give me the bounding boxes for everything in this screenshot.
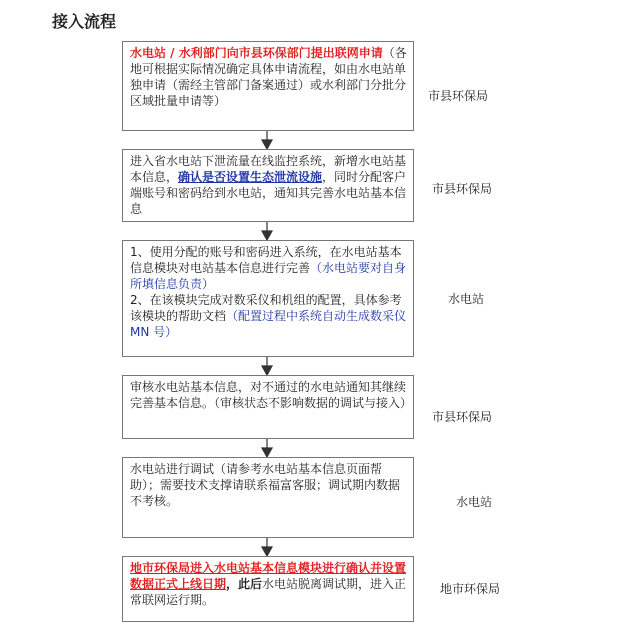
arrow-head-3 (262, 366, 272, 375)
step-5-owner: 水电站 (456, 495, 493, 509)
step-4-owner: 市县环保局 (432, 410, 493, 424)
step-1-box (122, 41, 414, 131)
step-3-line1: 1、使用分配的账号和密码进入系统，在水电站基本信息模块对电站基本信息进行完善 (130, 245, 402, 275)
step-3-owner: 水电站 (448, 292, 485, 306)
step-2-box (122, 149, 414, 222)
arrow-head-2 (262, 231, 272, 240)
step-1-owner: 市县环保局 (428, 89, 489, 103)
step-2-text-a: 进入省水电站下泄流量在线监控系统，新增水电站基本信息， (130, 154, 407, 184)
step-3-line1-note: （水电站要对自身所填信息负责） (130, 261, 407, 291)
arrow-head-4 (262, 448, 272, 457)
step-6-owner: 地市环保局 (440, 582, 501, 596)
step-4-box (122, 375, 414, 439)
step-3-line2-note: （配置过程中系统自动生成数采仪 MN 号） (130, 309, 407, 339)
arrow-head-1 (262, 140, 272, 149)
step-2-text-b: ，同时分配客户端账号和密码给到水电站，通知其完善水电站基本信息 (130, 170, 407, 216)
step-1-text: （各地可根据实际情况确定具体申请流程，如由水电站单独申请（需经主管部门备案通过）或水利部门分批分区域批量申请等） (130, 46, 407, 108)
arrow-head-5 (262, 547, 272, 556)
step-1-highlight: 水电站 / 水利部门向市县环保部门提出联网申请 (130, 46, 383, 60)
step-3-box (122, 240, 414, 357)
step-2-link: 确认是否设置生态泄流设施 (178, 170, 323, 184)
step-5-box (122, 457, 414, 538)
step-6-highlight: 地市环保局进入水电站基本信息模块进行确认并设置数据正式上线日期 (130, 561, 407, 591)
step-5-text: 水电站进行调试（请参考水电站基本信息页面帮助）；需要技术支撑请联系福富客服；调试期内数据不考核。 (130, 462, 401, 508)
page-title: 接入流程 (52, 12, 117, 31)
step-6-bold: ，此后 (226, 577, 263, 591)
step-4-text: 审核水电站基本信息，对不通过的水电站通知其继续完善基本信息。（审核状态不影响数据的调试与接入） (130, 380, 413, 410)
step-3-line2: 2、在该模块完成对数采仪和机组的配置，具体参考该模块的帮助文档 (130, 293, 402, 323)
step-2-owner: 市县环保局 (432, 182, 493, 196)
step-6-box (122, 556, 414, 622)
step-6-text: 水电站脱离调试期，进入正常联网运行期。 (130, 577, 407, 607)
